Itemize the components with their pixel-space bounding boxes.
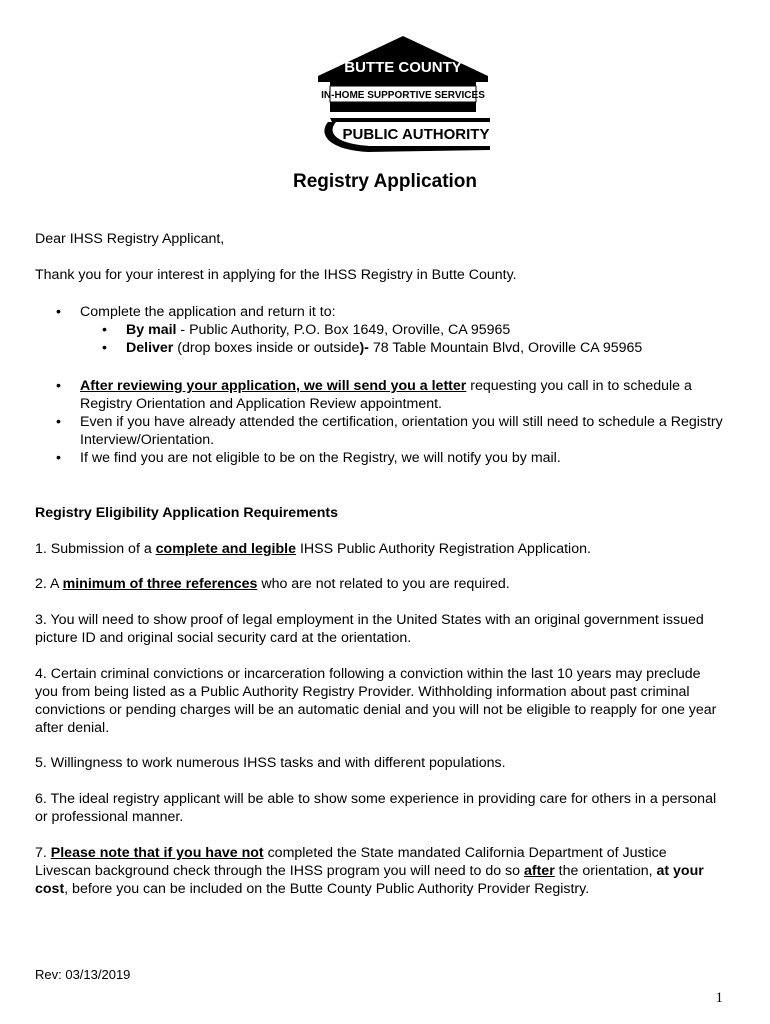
requirement-1 (35, 540, 725, 558)
req7-cost: at your cost (35, 863, 704, 897)
orientation-note: Even if you have already attended the certification, orientation you will still need to schedule a Registry Interview/Orientation. (80, 414, 723, 448)
requirement-3: 3. You will need to show proof of legal employment in the United States with an original government issued picture ID and original social security card at the orientation. (35, 612, 704, 646)
req7-text-2: the orientation, (554, 863, 657, 879)
req7-after: after (523, 863, 555, 879)
req1-suffix: IHSS Public Authority Registration Application. (296, 541, 591, 557)
list-item (35, 377, 735, 413)
logo-line1: BUTTE COUNTY (344, 59, 462, 76)
instructions-list (35, 303, 735, 357)
req2-emphasis: minimum of three references (62, 576, 258, 592)
return-instruction: Complete the application and return it to: (80, 304, 336, 320)
return-methods-list (35, 321, 735, 357)
req2-prefix: 2. A (35, 576, 63, 592)
requirement-6: 6. The ideal registry applicant will be able to show some experience in providing care for others in a personal or professional manner. (35, 791, 717, 825)
process-list (35, 377, 735, 467)
req7-prefix: 7. (35, 845, 51, 861)
logo-line3: PUBLIC AUTHORITY (342, 126, 490, 143)
deliver-note: (drop boxes inside or outside (173, 340, 360, 356)
mail-address: - Public Authority, P.O. Box 1649, Oroville, CA 95965 (176, 322, 511, 338)
list-item (35, 413, 735, 449)
page-title: Registry Application (292, 171, 478, 192)
revision-date: Rev: 03/13/2019 (35, 967, 131, 982)
deliver-address: 78 Table Mountain Blvd, Oroville CA 95965 (368, 340, 643, 356)
requirement-4: 4. Certain criminal convictions or incarceration following a conviction within the last 10 years may preclude you from being listed as a Public Authority Registry Provider. Withholding information about past criminal convictions or pending charges will be an automatic denial and you will not be eligible to reapply for one year after denial. (35, 666, 717, 736)
requirement-5: 5. Willingness to work numerous IHSS tasks and with different populations. (35, 755, 506, 771)
list-item (35, 339, 735, 357)
letter-emphasis: After reviewing your application, we will send you a letter (80, 378, 467, 394)
req2-suffix: who are not related to you are required. (257, 576, 510, 592)
req1-prefix: 1. Submission of a (35, 541, 156, 557)
house-logo-icon (308, 34, 498, 156)
greeting: Dear IHSS Registry Applicant, (35, 231, 225, 247)
letter-text: requesting you call in to schedule a Registry Orientation and Application Review appointment. (80, 378, 692, 412)
list-item (35, 449, 735, 467)
requirements-heading: Registry Eligibility Application Requirements (35, 505, 338, 521)
list-item (35, 303, 735, 357)
req1-emphasis: complete and legible (155, 541, 296, 557)
req7-text: completed the State mandated California Department of Justice Livescan background check through the IHSS program you will need to do so (35, 845, 667, 879)
list-item (35, 321, 735, 339)
mail-label: By mail (126, 322, 177, 338)
requirement-2 (35, 575, 725, 593)
req7-suffix: , before you can be included on the Butte County Public Authority Provider Registry. (64, 881, 590, 897)
eligibility-note: If we find you are not eligible to be on the Registry, we will notify you by mail. (80, 450, 561, 466)
deliver-dash: )- (359, 340, 369, 356)
intro-paragraph: Thank you for your interest in applying for the IHSS Registry in Butte County. (35, 267, 517, 283)
requirement-7 (35, 844, 725, 898)
butte-county-logo (308, 34, 498, 156)
deliver-label: Deliver (126, 340, 174, 356)
page-number: 1 (715, 990, 723, 1006)
req7-emphasis: Please note that if you have not (50, 845, 264, 861)
logo-line2: IN-HOME SUPPORTIVE SERVICES (321, 90, 485, 101)
